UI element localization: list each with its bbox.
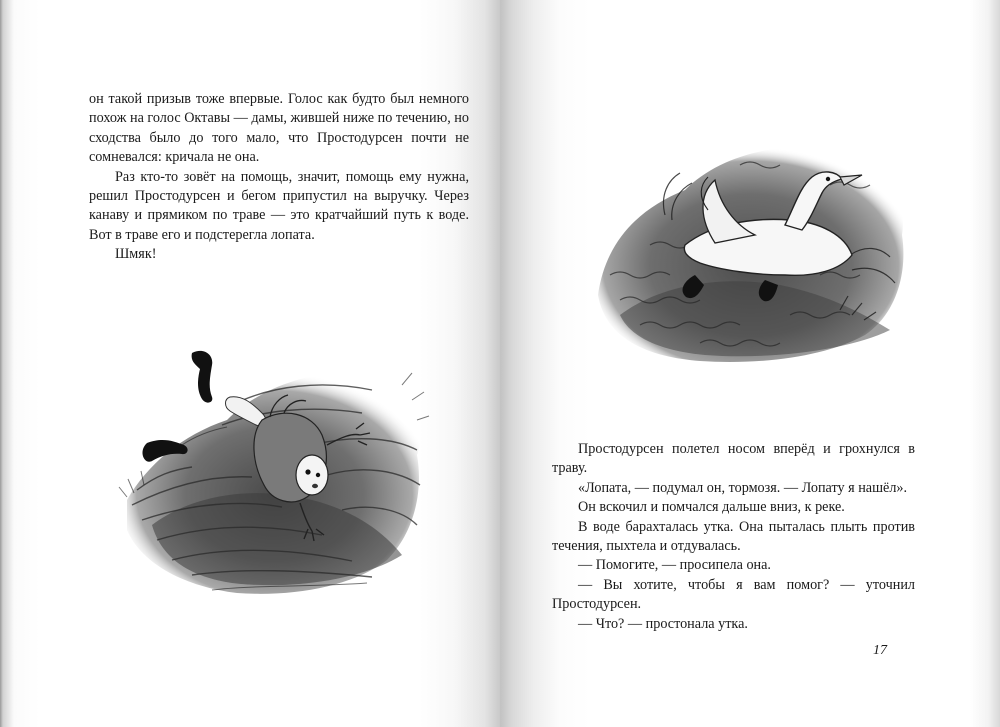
paragraph: — Что? — простонала утка. (578, 615, 748, 632)
left-page-text (89, 90, 469, 265)
paragraph: Он вскочил и помчался дальше вниз, к реке. (578, 499, 845, 516)
paragraph: он такой призыв тоже впервые. Голос как будто был немного похож на голос Октавы — дамы, жившей ниже по течению, но сходства было до того мало, что Простодурсен почти не сомневался: кричала не она. (89, 91, 469, 166)
paragraph: «Лопата, — подумал он, тормозя. — Лопату я нашёл». (578, 479, 908, 496)
duck-illustration (590, 125, 910, 375)
page-number: 17 (873, 643, 887, 658)
falling-character-illustration (112, 325, 432, 615)
paragraph: Шмяк! (115, 246, 157, 263)
paragraph: Простодурсен полетел носом вперёд и грохнулся в траву. (552, 441, 915, 477)
right-page-text (552, 440, 915, 634)
paragraph: В воде барахталась утка. Она пыталась плыть против течения, пыхтела и отдувалась. (552, 518, 915, 555)
right-page (500, 0, 1000, 727)
paragraph: — Вы хотите, чтобы я вам помог? — уточнил Простодурсен. (552, 576, 915, 613)
paragraph: Раз кто-то зовёт на помощь, значит, помощь ему нужна, решил Простодурсен и бегом припустил на выручку. Через канаву и прямиком по траве — это кратчайший путь к воде. Вот в траве его и подстерегла лопата. (89, 168, 469, 243)
paragraph: — Помогите, — просипела она. (578, 557, 771, 574)
